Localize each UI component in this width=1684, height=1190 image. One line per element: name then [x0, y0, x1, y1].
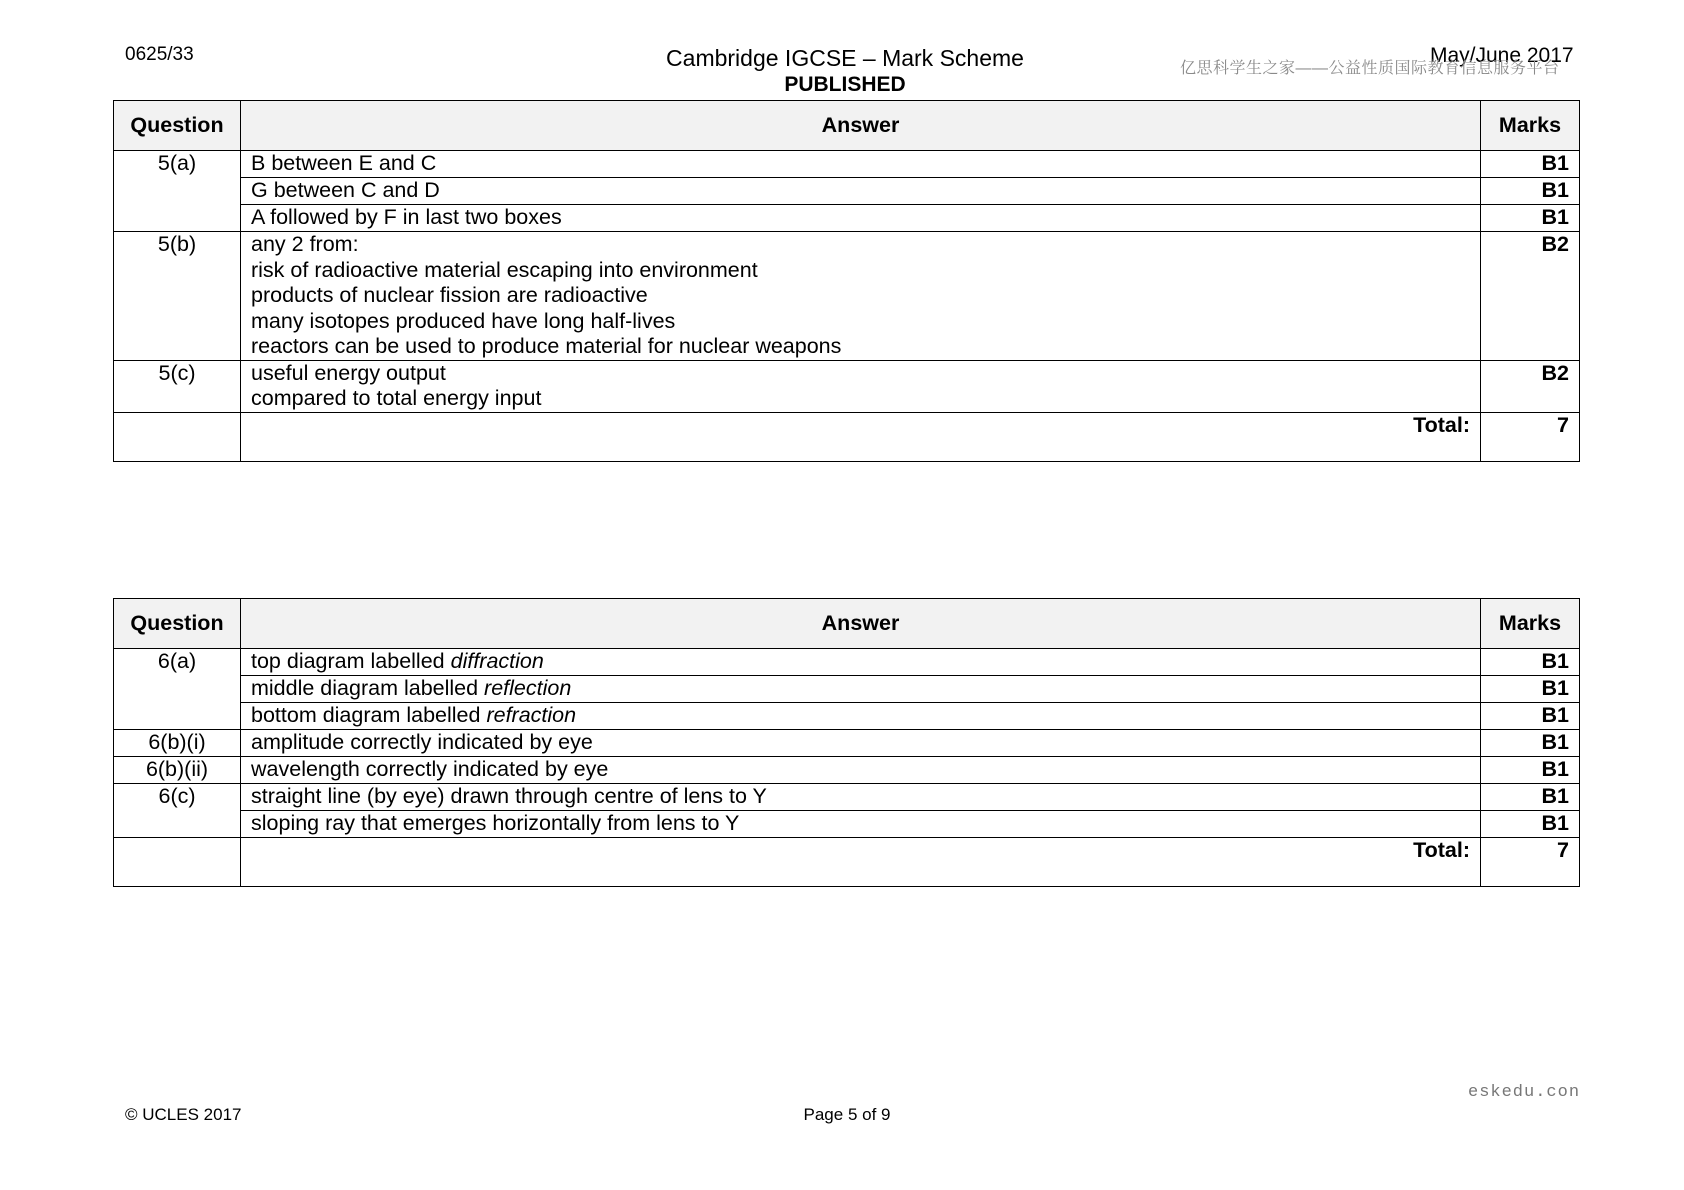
empty-cell [114, 838, 241, 887]
question-cell: 5(b) [114, 232, 241, 361]
document-title: Cambridge IGCSE – Mark Scheme [666, 45, 1024, 71]
table-row [114, 703, 1580, 730]
question-cell: 6(b)(i) [114, 730, 241, 757]
answer-line: products of nuclear fission are radioactive [251, 283, 648, 307]
marks-cell: B1 [1481, 205, 1580, 232]
table-row [114, 811, 1580, 838]
column-header-answer: Answer [241, 599, 1481, 649]
page-number: Page 5 of 9 [803, 1105, 891, 1124]
marks-cell: B1 [1481, 757, 1580, 784]
question-cell: 6(b)(ii) [114, 757, 241, 784]
answer-line: compared to total energy input [251, 386, 542, 410]
answer-term: refraction [486, 703, 577, 727]
marks-cell: B1 [1481, 730, 1580, 757]
answer-cell: A followed by F in last two boxes [241, 205, 1481, 232]
marks-cell: B1 [1481, 811, 1580, 838]
table-row [114, 649, 1580, 676]
total-value: 7 [1481, 838, 1580, 887]
question-cell: 5(a) [114, 151, 241, 232]
table-row [114, 676, 1580, 703]
answer-cell [241, 676, 1481, 703]
answer-cell: wavelength correctly indicated by eye [241, 757, 1481, 784]
answer-cell: straight line (by eye) drawn through centre of lens to Y [241, 784, 1481, 811]
answer-cell: G between C and D [241, 178, 1481, 205]
answer-line: risk of radioactive material escaping into environment [251, 257, 758, 282]
answer-cell: amplitude correctly indicated by eye [241, 730, 1481, 757]
table-row [114, 784, 1580, 811]
answer-cell: B between E and C [241, 151, 1481, 178]
empty-cell [114, 412, 241, 461]
marks-cell: B1 [1481, 151, 1580, 178]
question-cell: 5(c) [114, 360, 241, 412]
table-row [114, 151, 1580, 178]
table-row [114, 757, 1580, 784]
answer-cell [241, 703, 1481, 730]
answer-line: any 2 from: [251, 232, 359, 256]
table-row [114, 360, 1580, 412]
answer-cell [241, 649, 1481, 676]
answer-cell [241, 360, 1481, 412]
table-row [114, 178, 1580, 205]
marks-cell: B1 [1481, 178, 1580, 205]
total-label: Total: [241, 412, 1481, 461]
mark-table-q6 [113, 598, 1580, 887]
answer-text: middle diagram labelled [251, 676, 485, 700]
answer-line: reactors can be used to produce material for nuclear weapons [251, 334, 842, 358]
table-header-row [114, 101, 1580, 151]
answer-term: diffraction [450, 649, 544, 673]
marks-cell: B1 [1481, 703, 1580, 730]
column-header-marks: Marks [1481, 101, 1580, 151]
marks-cell: B1 [1481, 649, 1580, 676]
total-label: Total: [241, 838, 1481, 887]
question-cell: 6(c) [114, 784, 241, 838]
column-header-answer: Answer [241, 101, 1481, 151]
answer-cell [241, 232, 1481, 361]
total-row [114, 412, 1580, 461]
column-header-question: Question [114, 599, 241, 649]
table-row [114, 232, 1580, 361]
question-cell: 6(a) [114, 649, 241, 730]
watermark-top: 亿思科学生之家——公益性质国际教育信息服务平台 [1180, 60, 1560, 77]
table-row [114, 730, 1580, 757]
answer-text: bottom diagram labelled [251, 703, 487, 727]
paper-code: 0625/33 [125, 44, 194, 65]
marks-cell: B2 [1481, 232, 1580, 361]
total-row [114, 838, 1580, 887]
marks-cell: B1 [1481, 784, 1580, 811]
copyright: © UCLES 2017 [125, 1105, 242, 1124]
answer-line: useful energy output [251, 360, 446, 385]
marks-cell: B2 [1481, 360, 1580, 412]
watermark-bottom: eskedu.con [1468, 1083, 1581, 1102]
marks-cell: B1 [1481, 676, 1580, 703]
published-label: PUBLISHED [784, 73, 906, 96]
column-header-question: Question [114, 101, 241, 151]
answer-cell: sloping ray that emerges horizontally from lens to Y [241, 811, 1481, 838]
answer-line: many isotopes produced have long half-lives [251, 308, 676, 333]
column-header-marks: Marks [1481, 599, 1580, 649]
total-value: 7 [1481, 412, 1580, 461]
answer-term: reflection [484, 676, 572, 700]
table-header-row [114, 599, 1580, 649]
answer-text: top diagram labelled [251, 649, 451, 673]
table-row [114, 205, 1580, 232]
mark-table-q5 [113, 100, 1580, 462]
exam-session: May/June 2017 [1430, 44, 1574, 67]
